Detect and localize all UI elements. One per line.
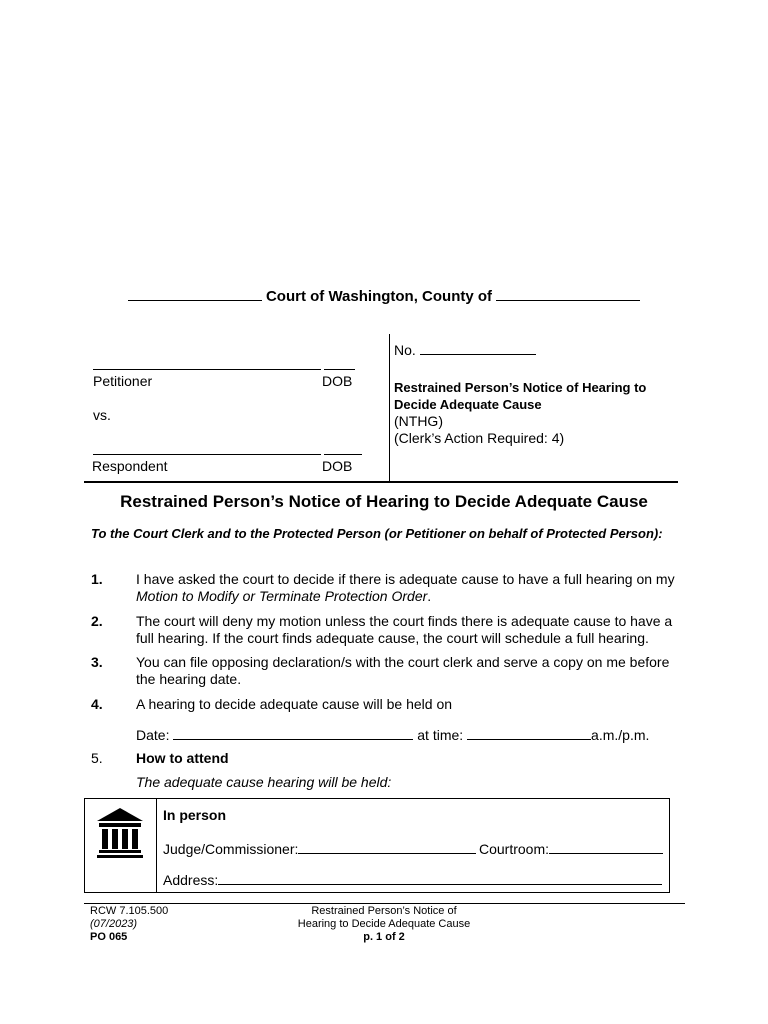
hearing-time-field[interactable]: [467, 725, 591, 740]
footer-left: [90, 905, 168, 944]
judge-line: [163, 839, 476, 857]
footer-title-line2: Hearing to Decide Adequate Cause: [297, 918, 471, 930]
judge-label: Judge/Commissioner:: [163, 841, 299, 857]
attend-intro: The adequate cause hearing will be held:: [136, 774, 392, 790]
vs-label: vs.: [93, 407, 111, 423]
form-code-block: [394, 413, 564, 447]
court-title: [0, 286, 768, 305]
county-name-blank[interactable]: [496, 286, 640, 301]
item-text-1: [136, 571, 681, 605]
address-line: [163, 870, 662, 888]
footer-form-id: PO 065: [90, 931, 128, 943]
case-title: Restrained Person’s Notice of Hearing to Decide Adequate Cause: [394, 380, 647, 412]
petitioner-label: Petitioner: [93, 373, 153, 389]
item-text-2: The court will deny my motion unless the court finds there is adequate cause to have a full hearing. If the court finds adequate cause, the court will schedule a full hearing.: [136, 613, 673, 646]
in-person-heading: In person: [163, 807, 227, 823]
caption-bottom-rule: [84, 481, 678, 483]
respondent-name-line[interactable]: [93, 454, 321, 455]
item-text-3: You can file opposing declaration/s with the court clerk and serve a copy on me before the hearing date.: [136, 654, 670, 687]
form-code: (NTHG): [394, 413, 443, 429]
respondent-label: Respondent: [92, 458, 168, 474]
item-1-text-c: .: [427, 588, 432, 604]
item-number-5: 5.: [91, 750, 103, 766]
item-1-text-a: I have asked the court to decide if there is adequate cause to have a full hearing on my: [136, 571, 675, 587]
courthouse-icon: [96, 807, 144, 859]
case-number: [394, 340, 536, 358]
item-number-4: 4.: [91, 696, 103, 712]
item-number-1: 1.: [91, 571, 103, 587]
county-state-blank[interactable]: [128, 286, 262, 301]
court-title-text: Court of Washington, County of: [265, 288, 493, 305]
footer-page-number: p. 1 of 2: [363, 931, 405, 943]
hearing-date-field[interactable]: [173, 725, 413, 740]
courtroom-field[interactable]: [549, 839, 663, 854]
time-label: at time:: [417, 727, 464, 743]
ampm-label: a.m./p.m.: [591, 727, 650, 743]
footer-center: [234, 905, 534, 944]
page-title: Restrained Person’s Notice of Hearing to Decide Adequate Cause: [120, 492, 648, 511]
judge-field[interactable]: [298, 839, 476, 854]
petitioner-name-line[interactable]: [93, 369, 321, 370]
case-number-label: No.: [394, 342, 416, 358]
addressee: To the Court Clerk and to the Protected Person (or Petitioner on behalf of Protected Person):: [91, 526, 663, 541]
hearing-date-line: [136, 725, 649, 743]
address-field[interactable]: [218, 870, 662, 885]
address-label: Address:: [163, 872, 219, 888]
item-1-motion-name: Motion to Modify or Terminate Protection Order: [136, 588, 428, 604]
footer-statute: RCW 7.105.500: [90, 905, 169, 917]
date-label: Date:: [136, 727, 170, 743]
item-number-2: 2.: [91, 613, 103, 629]
footer-title-line1: Restrained Person’s Notice of: [311, 905, 457, 917]
caption-divider: [389, 334, 390, 482]
footer-revision: (07/2023): [90, 918, 138, 930]
clerk-action: (Clerk’s Action Required: 4): [394, 430, 565, 446]
footer-rule: [84, 903, 685, 904]
petitioner-dob-label: DOB: [322, 373, 353, 389]
courtroom-label: Courtroom:: [479, 841, 550, 857]
in-person-box: [84, 798, 670, 893]
item-number-3: 3.: [91, 654, 103, 670]
in-person-box-divider: [156, 799, 157, 892]
case-number-field[interactable]: [420, 340, 536, 355]
courtroom-line: [479, 839, 663, 857]
item-text-5: How to attend: [136, 750, 229, 766]
respondent-dob-label: DOB: [322, 458, 353, 474]
petitioner-dob-line[interactable]: [324, 369, 355, 370]
respondent-dob-line[interactable]: [324, 454, 362, 455]
item-text-4: A hearing to decide adequate cause will be held on: [136, 696, 453, 712]
